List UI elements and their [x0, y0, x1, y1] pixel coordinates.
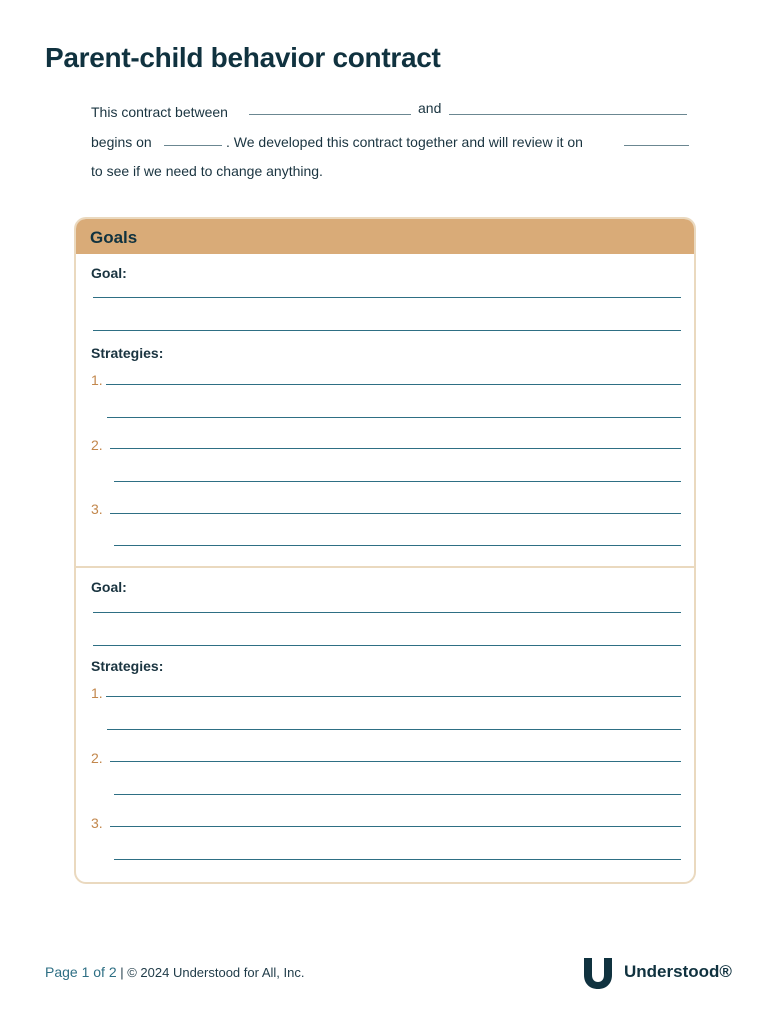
- start-date-field[interactable]: [164, 145, 222, 146]
- goal-label: Goal:: [91, 579, 127, 595]
- strategy-line[interactable]: [114, 859, 681, 860]
- goal-line[interactable]: [93, 330, 681, 331]
- strategy-line[interactable]: [107, 417, 681, 418]
- goals-header-label: Goals: [90, 228, 138, 247]
- strategy-line[interactable]: [110, 513, 681, 514]
- intro-begins-label: begins on: [91, 134, 152, 150]
- strategy-line[interactable]: [114, 545, 681, 546]
- page-number: Page 1 of 2: [45, 964, 117, 980]
- party-one-field[interactable]: [249, 114, 411, 115]
- goals-header: [76, 219, 694, 254]
- strategy-line[interactable]: [106, 696, 681, 697]
- strategy-number: 3.: [91, 501, 103, 517]
- footer-text: [45, 964, 304, 980]
- strategy-number: 1.: [91, 372, 103, 388]
- intro-change-text: to see if we need to change anything.: [91, 163, 323, 179]
- goal-line[interactable]: [93, 612, 681, 613]
- strategy-number: 2.: [91, 750, 103, 766]
- review-date-field[interactable]: [624, 145, 689, 146]
- strategy-number: 1.: [91, 685, 103, 701]
- understood-logo-icon: [580, 955, 616, 991]
- strategy-line[interactable]: [114, 794, 681, 795]
- strategy-line[interactable]: [114, 481, 681, 482]
- intro-developed-text: . We developed this contract together and will review it on: [226, 134, 583, 150]
- goal-label: Goal:: [91, 265, 127, 281]
- strategy-line[interactable]: [110, 826, 681, 827]
- strategy-line[interactable]: [107, 729, 681, 730]
- strategies-label: Strategies:: [91, 658, 164, 674]
- strategies-label: Strategies:: [91, 345, 164, 361]
- strategy-line[interactable]: [106, 384, 681, 385]
- goals-box: [74, 217, 696, 884]
- intro-between-label: This contract between: [91, 104, 228, 120]
- understood-logo: [580, 955, 740, 991]
- goal-line[interactable]: [93, 645, 681, 646]
- goal-line[interactable]: [93, 297, 681, 298]
- intro-and-label: and: [418, 100, 442, 116]
- strategy-line[interactable]: [110, 761, 681, 762]
- strategy-line[interactable]: [110, 448, 681, 449]
- strategy-number: 2.: [91, 437, 103, 453]
- strategy-number: 3.: [91, 815, 103, 831]
- copyright: © 2024 Understood for All, Inc.: [127, 965, 305, 980]
- party-two-field[interactable]: [449, 114, 687, 115]
- section-divider: [76, 566, 694, 568]
- logo-text: Understood®: [624, 962, 732, 981]
- footer-separator: |: [116, 965, 128, 980]
- page-title: Parent-child behavior contract: [45, 42, 441, 73]
